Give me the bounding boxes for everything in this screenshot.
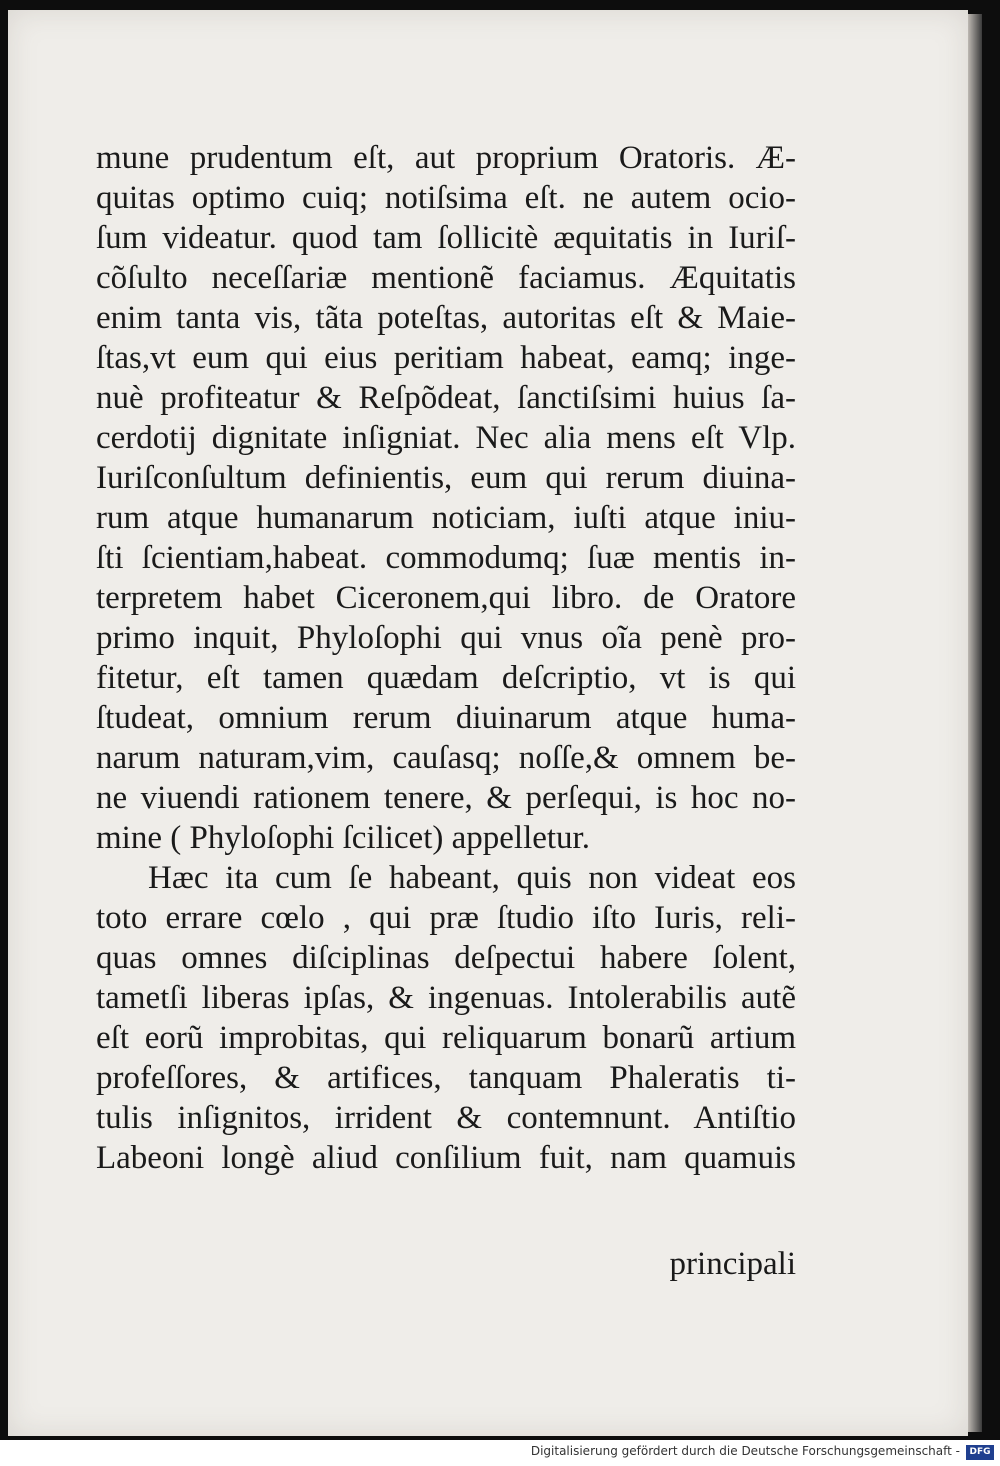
text-line: quas omnes diſciplinas deſpectui habere ſolent, <box>96 940 796 976</box>
footer-credit-text: Digitalisierung gefördert durch die Deutsche Forschungsgemeinschaft - <box>530 1444 960 1458</box>
text-line: cõſulto neceſſariæ mentionẽ faciamus. Æquitatis <box>96 260 796 296</box>
dfg-logo-icon: DFG <box>966 1445 994 1460</box>
text-line: cerdotij dignitate inſigniat. Nec alia mens eſt Vlp. <box>96 420 796 456</box>
text-line: tametſi liberas ipſas, & ingenuas. Intolerabilis autẽ <box>96 980 796 1016</box>
text-line: ſti ſcientiam,habeat. commodumq; ſuæ mentis in- <box>96 540 796 576</box>
text-line: Labeoni longè aliud conſilium fuit, nam quamuis <box>96 1140 796 1176</box>
text-line: enim tanta vis, tãta poteſtas, autoritas eſt & Maie- <box>96 300 796 336</box>
text-line: quitas optimo cuiq; notiſsima eſt. ne autem ocio- <box>96 180 796 216</box>
catchword: principali <box>669 1246 796 1282</box>
text-line: eſt eorũ improbitas, qui reliquarum bonarũ artium <box>96 1020 796 1056</box>
text-line: tulis inſignitos, irrident & contemnunt. Antiſtio <box>96 1100 796 1136</box>
text-line: Iuriſconſultum definientis, eum qui rerum diuina- <box>96 460 796 496</box>
text-line: fitetur, eſt tamen quædam deſcriptio, vt is qui <box>96 660 796 696</box>
text-block <box>96 138 796 1178</box>
text-line-paragraph-start: Hæc ita cum ſe habeant, quis non videat eos <box>148 860 796 896</box>
text-line: ne viuendi rationem tenere, & perſequi, is hoc no- <box>96 780 796 816</box>
text-line: narum naturam,vim, cauſasq; noſſe,& omnem be- <box>96 740 796 776</box>
text-line: terpretem habet Ciceronem,qui libro. de Oratore <box>96 580 796 616</box>
text-line: rum atque humanarum noticiam, iuſti atque iniu- <box>96 500 796 536</box>
text-line: ſtas,vt eum qui eius peritiam habeat, eamq; inge- <box>96 340 796 376</box>
text-line: ſtudeat, omnium rerum diuinarum atque huma- <box>96 700 796 736</box>
text-line: profeſſores, & artifices, tanquam Phaleratis ti- <box>96 1060 796 1096</box>
text-line: mine ( Phyloſophi ſcilicet) appelletur. <box>96 820 590 856</box>
text-line: nuè profiteatur & Reſpõdeat, ſanctiſsimi huius ſa- <box>96 380 796 416</box>
text-line: primo inquit, Phyloſophi qui vnus oĩa penè pro- <box>96 620 796 656</box>
text-line: toto errare cœlo , qui præ ſtudio iſto Iuris, reli- <box>96 900 796 936</box>
page-edge <box>968 14 982 1432</box>
footer-bar <box>0 1440 1000 1466</box>
text-line: ſum videatur. quod tam ſollicitè æquitatis in Iuriſ- <box>96 220 796 256</box>
text-line: mune prudentum eſt, aut proprium Oratoris. Æ- <box>96 140 796 176</box>
